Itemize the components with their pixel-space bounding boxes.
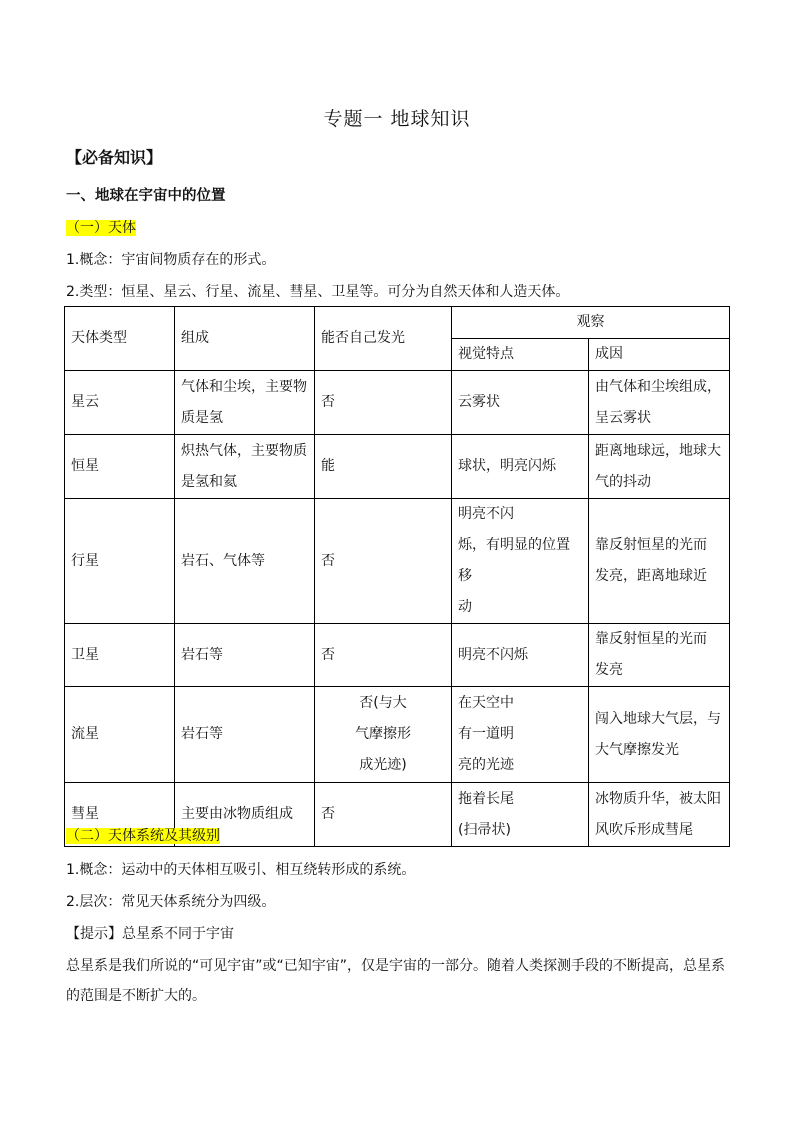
table-row <box>65 687 730 783</box>
table-row <box>65 435 730 499</box>
cell-cause: 闯入地球大气层，与 大气摩擦发光 <box>589 687 730 783</box>
subheading-celestial-systems <box>66 826 220 846</box>
cell-composition: 主要由冰物质组成 <box>175 783 315 847</box>
cell-composition: 岩石、气体等 <box>175 499 315 624</box>
cell-self-luminous: 否 <box>315 499 452 624</box>
cell-self-luminous: 否 <box>315 624 452 687</box>
cell-composition: 气体和尘埃，主要物 质是氢 <box>175 371 315 435</box>
cell-composition: 炽热气体，主要物质 是氢和氦 <box>175 435 315 499</box>
cell-self-luminous: 否 <box>315 371 452 435</box>
cell-type: 卫星 <box>65 624 175 687</box>
cell-type: 恒星 <box>65 435 175 499</box>
page-title: 专题一 地球知识 <box>323 108 471 130</box>
subheading-celestial-bodies <box>66 218 136 238</box>
tip-line <box>66 924 234 944</box>
concept-line: 1.概念：宇宙间物质存在的形式。 <box>66 252 276 268</box>
cell-cause: 冰物质升华，被太阳 风吹斥形成彗尾 <box>589 783 730 847</box>
tip-label: 【提示】 <box>66 926 122 942</box>
table-row <box>65 371 730 435</box>
section-heading-1: 一、地球在宇宙中的位置 <box>66 188 226 204</box>
cell-composition: 岩石等 <box>175 687 315 783</box>
cell-cause: 靠反射恒星的光而 发亮，距离地球近 <box>589 499 730 624</box>
system-concept-line: 1.概念：运动中的天体相互吸引、相互绕转形成的系统。 <box>66 862 416 878</box>
header-visual: 视觉特点 <box>452 339 589 371</box>
cell-self-luminous: 能 <box>315 435 452 499</box>
cell-self-luminous: 否(与大 气摩擦形 成光迹) <box>315 687 452 783</box>
cell-type: 行星 <box>65 499 175 624</box>
header-type: 天体类型 <box>65 307 175 371</box>
cell-visual: 云雾状 <box>452 371 589 435</box>
cell-cause: 由气体和尘埃组成， 呈云雾状 <box>589 371 730 435</box>
header-self-luminous: 能否自己发光 <box>315 307 452 371</box>
system-levels-line: 2.层次：常见天体系统分为四级。 <box>66 894 276 910</box>
types-line: 2.类型：恒星、星云、行星、流星、彗星、卫星等。可分为自然天体和人造天体。 <box>66 284 570 300</box>
supercluster-paragraph: 总星系是我们所说的“可见宇宙”或“已知宇宙”，仅是宇宙的一部分。随着人类探测手段的不断提高，总星系的范围是不断扩大的。 <box>66 958 726 1004</box>
cell-self-luminous: 否 <box>315 783 452 847</box>
header-observe: 观察 <box>452 307 730 339</box>
cell-visual: 拖着长尾 (扫帚状) <box>452 783 589 847</box>
cell-visual: 球状，明亮闪烁 <box>452 435 589 499</box>
cell-visual: 明亮不闪烁 <box>452 624 589 687</box>
tip-text: 总星系不同于宇宙 <box>122 926 234 942</box>
cell-cause: 距离地球远，地球大 气的抖动 <box>589 435 730 499</box>
cell-visual: 在天空中 有一道明 亮的光迹 <box>452 687 589 783</box>
header-composition: 组成 <box>175 307 315 371</box>
highlighted-subheading-2: （二）天体系统及其级别 <box>66 828 220 844</box>
table-row <box>65 624 730 687</box>
section-heading-main: 【必备知识】 <box>66 148 163 167</box>
cell-composition: 岩石等 <box>175 624 315 687</box>
highlighted-subheading-1: （一）天体 <box>66 220 136 236</box>
cell-cause: 靠反射恒星的光而 发亮 <box>589 624 730 687</box>
table-row <box>65 499 730 624</box>
cell-visual: 明亮不闪 烁，有明显的位置移 动 <box>452 499 589 624</box>
celestial-bodies-table <box>64 306 730 847</box>
cell-type: 流星 <box>65 687 175 783</box>
cell-type: 星云 <box>65 371 175 435</box>
cell-type: 彗星 <box>65 783 175 847</box>
header-cause: 成因 <box>589 339 730 371</box>
